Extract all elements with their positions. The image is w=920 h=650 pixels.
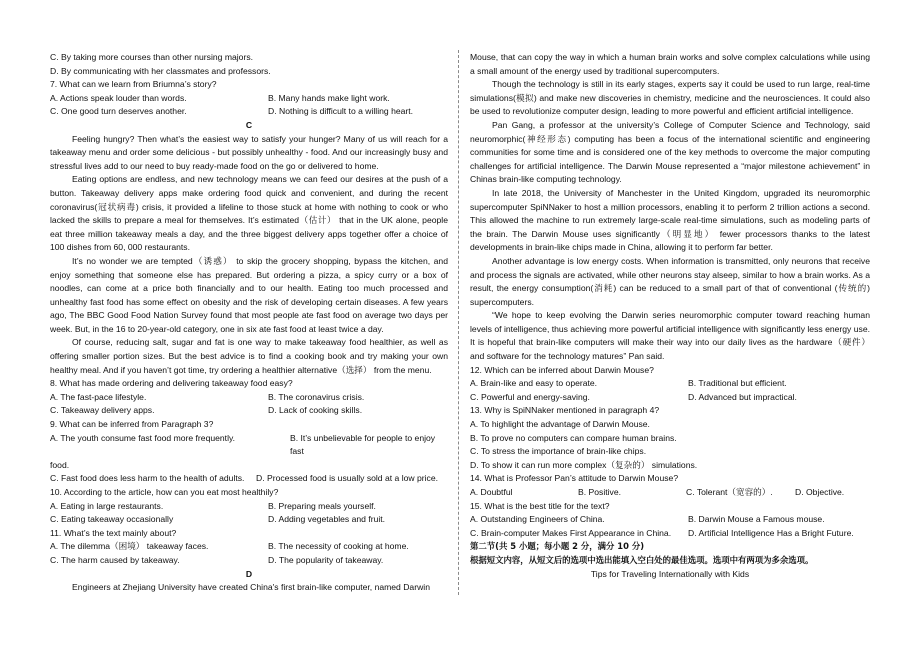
tips-title: Tips for Traveling Internationally with Kids [590,568,750,579]
passage-c-paragraph-1: Feeling hungry? Then what’s the easiest way to satisfy your hunger? Many of us will reach for a takeaway menu and order some delicious - but possibly unhealthy - food. And our increasingly busy and stressful lives add to our need to buy ready-made food on the go or delivered to home. [50,133,448,171]
question-9: 9. What can be inferred from Paragraph 3? [50,419,214,430]
question-11: 11. What’s the text mainly about? [50,527,177,538]
option-7a: A. Actions speak louder than words. [50,92,187,103]
question-14-options [470,486,870,500]
question-8: 8. What has made ordering and delivering takeaway food easy? [50,378,293,389]
option-6d: D. By communicating with her classmates and professors. [50,65,271,76]
option-14c: C. Tolerant（宽容的）. [686,487,773,497]
passage-d-paragraph-4: In late 2018, the University of Manchester in the United Kingdom, upgraded its neuromorphic supercomputer SpiNNaker to host a million processors, enabling it to perform 2 trillion actions a second. This allowed the machine to run extremely large-scale real-time simulations, such as modeling parts of the brain. The Darwin Mouse uses significantly（明显地） fewer processors thanks to the latest developments in brain-like chips made in China, allowing it to perform far better. [470,187,870,253]
option-9a: A. The youth consume fast food more frequently. [50,432,236,443]
option-10a: A. Eating in large restaurants. [50,500,164,511]
question-7-options-row1 [50,92,448,106]
option-9b: B. It’s unbelievable for people to enjoy fast [290,432,436,457]
option-13b: B. To prove no computers can compare human brains. [470,432,677,443]
question-10-options-row2 [50,513,448,527]
option-15a: A. Outstanding Engineers of China. [470,514,605,525]
option-15d: D. Artificial Intelligence Has a Bright Future. [688,527,854,538]
question-7-options-row2 [50,105,448,119]
option-13a: A. To highlight the advantage of Darwin Mouse. [470,419,650,430]
option-15b: B. Darwin Mouse a Famous mouse. [688,514,825,525]
section-2-heading: 第二节(共 5 小题；每小题 2 分，满分 10 分) [470,541,645,552]
option-7d: D. Nothing is difficult to a willing heart. [268,106,414,117]
question-13: 13. Why is SpiNNaker mentioned in paragraph 4? [470,405,660,416]
passage-c-paragraph-2: Eating options are endless, and new technology means we can feed our desires at the push of a button. Takeaway delivery apps make ordering food quick and convenient, and during the recent coronavirus(冠状病毒) crisis, it provided a lifeline to those stuck at home with nothing to cook or who lacked the skills to prepare a meal for themselves. It’s estimated（估计） that in the UK alone, people eat three million takeaway meals a day, and the three biggest delivery apps together offer a choice of 100 dishes from 60, 000 restaurants. [50,174,448,253]
question-10-options-row1 [50,500,448,514]
option-7b: B. Many hands make light work. [268,92,390,103]
option-6c: C. By taking more courses than other nursing majors. [50,52,253,62]
passage-c-paragraph-4: Of course, reducing salt, sugar and fat is one way to make takeaway food healthier, as well as offering smaller portion sizes. But the best advice is to find a cooking book and try making your own healthy meal. And if you haven’t got time, try ordering a healthier alternative（选择） from the menu. [50,337,448,375]
option-11a: A. The dilemma（困境） takeaway faces. [50,541,209,552]
question-11-options-row2 [50,554,448,568]
option-12c: C. Powerful and energy-saving. [470,391,590,402]
question-15-options-row1 [470,513,870,527]
passage-d-paragraph-1-start: Engineers at Zhejiang University have created China's first brain-like computer, named Darwin [72,582,430,593]
option-9d: D. Processed food is usually sold at a low price. [256,473,438,484]
question-12: 12. Which can be inferred about Darwin Mouse? [470,364,654,375]
passage-d-paragraph-3: Pan Gang, a professor at the university’s College of Computer Science and Technology, said neuromorphic(神经形态) computing has been a focus of the international scientific and engineering communities for some time and is considered one of the key methods to overcome the major computing challenges for artificial intelligence. The Darwin Mouse represented a “major milestone achievement” in Chinas brain-like computing technology. [470,119,870,185]
question-8-options-row1 [50,391,448,405]
right-column [470,51,870,581]
option-14b: B. Positive. [578,487,621,497]
option-8d: D. Lack of cooking skills. [268,405,363,416]
option-12a: A. Brain-like and easy to operate. [470,378,598,389]
question-8-options-row2 [50,404,448,418]
option-8c: C. Takeaway delivery apps. [50,405,155,416]
option-14a: A. Doubtful [470,487,513,497]
option-8b: B. The coronavirus crisis. [268,391,365,402]
option-12d: D. Advanced but impractical. [688,391,797,402]
option-15c: C. Brain-computer Makes First Appearance in China. [470,527,672,538]
option-8a: A. The fast-pace lifestyle. [50,391,147,402]
option-10d: D. Adding vegetables and fruit. [268,514,386,525]
question-12-options-row1 [470,377,870,391]
option-12b: B. Traditional but efficient. [688,378,787,389]
question-15-options-row2 [470,527,870,541]
passage-d-paragraph-5: Another advantage is low energy costs. When information is transmitted, only neurons that receive and process the signals are activated, while other neurons stay alseep, similar to how a brain works. As a result, the energy consumption(消耗) can be reduced to a small part of that of conventional (传统的) supercomputers. [470,255,870,307]
option-10c: C. Eating takeaway occasionally [50,514,174,525]
section-2-instruction: 根据短文内容，从短文后的选项中选出能填入空白处的最佳选项。选项中有两项为多余选项。 [470,554,814,565]
question-7: 7. What can we learn from Briumna’s story? [50,79,217,90]
option-9b-continued: food. [50,459,70,470]
left-column [50,51,448,595]
option-13d: D. To show it can run more complex（复杂的） simulations. [470,459,698,470]
question-9-options-row2 [50,472,448,486]
option-11d: D. The popularity of takeaway. [268,554,384,565]
option-11c: C. The harm caused by takeaway. [50,554,180,565]
section-d-heading: D [245,568,253,579]
passage-d-paragraph-2: Though the technology is still in its early stages, experts say it could be used to run large, real-time simulations(模拟) and make new discoveries in chemistry, medicine and the neurosciences. It could also be used to revolutionize computer design, leading to more powerful and efficient artificial intelligence. [470,79,870,117]
question-14: 14. What is Professor Pan’s attitude to Darwin Mouse? [470,473,679,484]
section-c-heading: C [245,119,253,130]
question-11-options-row1 [50,540,448,554]
passage-c-paragraph-3: It’s no wonder we are tempted（诱惑） to skip the grocery shopping, bypass the kitchen, and enjoy something that someone else has prepared. But ordering a pizza, a spicy curry or a box of noodles, can come at a price both financially and to our health. Eating too much processed and unhealthy fast food has some effect on obesity and the risk of developing certain diseases. A few years ago, The BBC Good Food Nation Survey found that most people ate fast food on average two days per week. But, in the 16 to 20-year-old category, one in six ate fast food at least twice a day. [50,255,448,334]
passage-d-paragraph-6: “We hope to keep evolving the Darwin series neuromorphic computer toward reaching human levels of intelligence, thus achieving more powerful artificial intelligence with significantly less energy use. It is hopeful that brain-like computers will make their way into our daily lives as the hardware（硬件） and software for the technology matures” Pan said. [470,310,870,362]
option-7c: C. One good turn deserves another. [50,106,187,117]
option-9c: C. Fast food does less harm to the health of adults. [50,473,245,484]
option-10b: B. Preparing meals yourself. [268,500,376,511]
question-10: 10. According to the article, how can you eat most healthily? [50,487,279,497]
option-14d: D. Objective. [795,487,845,497]
question-9-options-row1 [50,432,448,459]
question-12-options-row2 [470,391,870,405]
option-11b: B. The necessity of cooking at home. [268,541,409,552]
column-divider [458,50,459,595]
option-13c: C. To stress the importance of brain-like chips. [470,446,647,457]
passage-d-paragraph-1-continued: Mouse, that can copy the way in which a human brain works and solve complex calculations while using a small amount of the energy used by traditional supercomputers. [470,52,870,76]
question-15: 15. What is the best title for the text? [470,500,610,511]
